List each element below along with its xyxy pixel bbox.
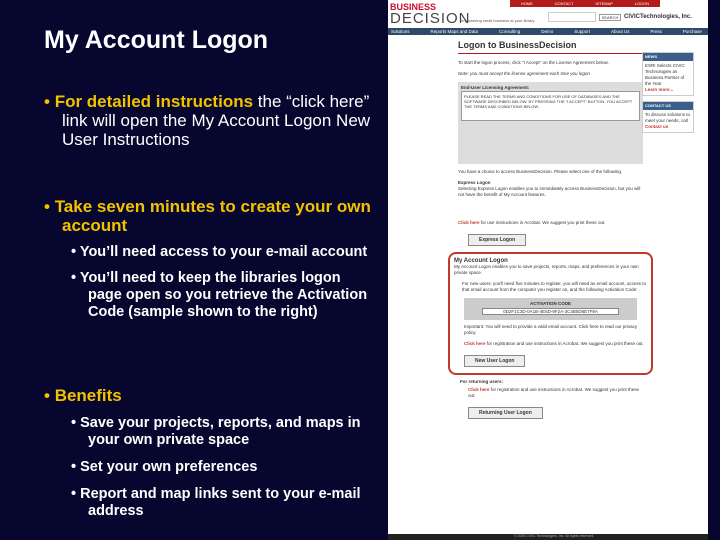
logo-bottom: DECISION <box>390 10 471 27</box>
ma-new-users: For new users: you'll need five minutes to register, you will need an email account, access to that email account from the computer you register on, and the following Activation Code: <box>462 281 646 292</box>
sub-bullet: Set your own preferences <box>80 459 258 475</box>
note-text: Note: you must accept the license agreement each time you logon <box>458 71 590 76</box>
new-user-logon-button[interactable]: New User Logon <box>464 355 525 367</box>
nav-about[interactable]: About Us <box>610 29 630 34</box>
contact-link[interactable]: Contact us <box>645 124 669 129</box>
logo-top: BUSINESS <box>390 2 437 12</box>
contact-heading: CONTACT US <box>643 102 693 110</box>
nav-support[interactable]: Support <box>574 29 590 34</box>
link-home[interactable]: HOME <box>520 1 533 6</box>
ma-text: My Account Logon enables you to save projects, reports, maps, and preferences in your own private space. <box>454 264 639 275</box>
news-heading: NEWS <box>643 53 693 61</box>
ret-click-here-link[interactable]: Click here <box>468 387 490 392</box>
contact-box <box>642 101 694 133</box>
ma-click-text: for registration and use instructions in Acrobat. We suggest you print these out. <box>485 341 644 346</box>
express-title: Express Logon <box>458 180 491 185</box>
nav-press[interactable]: Press <box>650 29 662 34</box>
link-sitemap[interactable]: SITEMAP <box>595 1 613 6</box>
ret-click-text: for registration and use instructions in Acrobat. We suggest you print these out. <box>468 387 640 398</box>
tagline: empowering small business at your library <box>460 18 535 23</box>
search-input[interactable] <box>548 12 596 22</box>
site-footer: © 2005 CIVIC Technologies, Inc. All rights reserved. <box>388 534 720 540</box>
sub-bullet: Report and map links sent to your e-mail address <box>80 486 361 519</box>
sub-bullet: Save your projects, reports, and maps in your own private space <box>80 415 361 448</box>
express-click-here-link[interactable]: Click here <box>458 220 480 225</box>
learn-more-link[interactable]: Learn more... <box>645 87 674 92</box>
license-panel <box>458 82 643 164</box>
returning-title: For returning users: <box>460 379 504 384</box>
bullet-rest: the “click here” link will open the My Account Logon New User Instructions <box>62 92 371 149</box>
sub-bullet: You’ll need access to your e-mail account <box>79 244 368 260</box>
main-nav <box>388 28 720 35</box>
nav-solutions[interactable]: Solutions <box>391 29 410 34</box>
express-logon-button[interactable]: Express Logon <box>468 234 526 246</box>
my-account-section <box>448 252 653 375</box>
activation-label: ACTIVATION CODE <box>529 301 572 306</box>
bullet-text: Take seven minutes to create your own account <box>54 197 371 235</box>
license-textarea[interactable]: PLEASE READ THE TERMS AND CONDITIONS FOR USE OF DATABASES AND THE SOFTWARE DESCRIBED BELOW. BY PRESSING THE "I ACCEPT" BUTTON, YOU ACCEPT THE TERMS AND CONDITIONS BELOW. <box>461 91 640 121</box>
express-text: Selecting Express Logon enables you to immediately access BusinessDecision, but you will not have the benefit of My Account features. <box>458 186 641 197</box>
partner-logo: CIVICTechnologies, Inc. <box>624 14 692 20</box>
choice-text: You have a choice to access BusinessDecision. Please select one of the following. <box>458 169 623 174</box>
bullet-text: Benefits <box>54 386 122 405</box>
slide-title: My Account Logon <box>44 26 269 54</box>
bullet-text: For detailed instructions <box>54 92 254 111</box>
news-text: ESRI Selects CIVIC Technologies as Business Partner of the Year <box>645 63 685 86</box>
activation-code[interactable]: 0D2F1C3D-0A1B-4E5D-9F2A-3C4B5D6E7F8A <box>482 308 619 315</box>
page-title: Logon to BusinessDecision <box>458 40 643 54</box>
website-screenshot <box>388 0 720 540</box>
returning-user-logon-button[interactable]: Returning User Logon <box>468 407 543 419</box>
search-button[interactable]: SEARCH <box>599 14 621 21</box>
ma-title: My Account Logon <box>454 258 508 264</box>
nav-purchase[interactable]: Purchase <box>682 29 702 34</box>
nav-reports[interactable]: Reports Maps and Data <box>430 29 479 34</box>
ma-important: Important: You will need to provide a valid email account. Click here to read our privacy policy. <box>464 324 638 335</box>
ma-click-here-link[interactable]: Click here <box>464 341 486 346</box>
contact-text: To discuss solutions to meet your needs, call <box>645 112 691 123</box>
bullet-create-account: • Take seven minutes to create your own account • You’ll need access to your e-mail account • You’ll need to keep the libraries logon page open so you retrieve the Activation Code (sample shown to the right) <box>44 197 371 320</box>
license-title: End-User Licensing Agreement: <box>461 85 530 90</box>
bullet-benefits: • Benefits • Save your projects, reports, and maps in your own private space • Set your own preferences • Report and map links sent to your e-mail address <box>44 386 361 519</box>
link-logon[interactable]: LOGON <box>634 1 650 6</box>
slide-edge <box>708 0 720 540</box>
activation-code-panel <box>464 298 637 320</box>
intro-text: To start the logon process, click "I Accept" on the License Agreement below. <box>458 60 609 65</box>
nav-consulting[interactable]: Consulting <box>498 29 521 34</box>
express-click-text: for use instructions in Acrobat. We suggest you print these out. <box>479 220 606 225</box>
bullet-instructions: • For detailed instructions the “click here” link will open the My Account Logon New User Instructions <box>44 92 371 149</box>
top-links <box>510 0 660 7</box>
nav-demo[interactable]: Demo <box>541 29 554 34</box>
sub-bullet: You’ll need to keep the libraries logon page open so you retrieve the Activation Code (sample shown to the right) <box>79 270 368 320</box>
link-contact[interactable]: CONTACT <box>554 1 574 6</box>
news-box <box>642 52 694 96</box>
